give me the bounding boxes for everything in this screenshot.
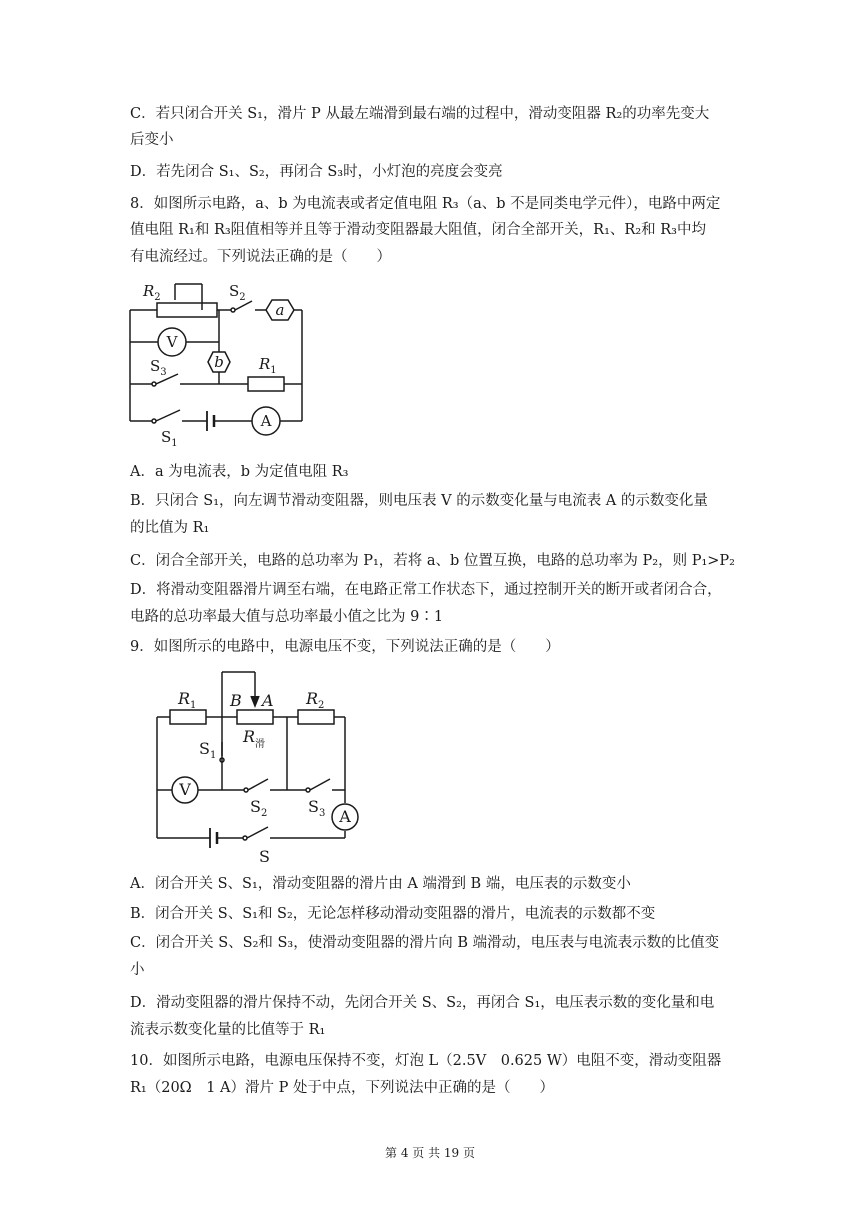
q9-option-a: A．闭合开关 S、S₁，滑动变阻器的滑片由 A 端滑到 B 端，电压表的示数变小 [130,876,631,892]
q9-label-r1: $R_1$ [178,689,197,711]
q9-option-d-line1: D．滑动变阻器的滑片保持不动，先闭合开关 S、S₂，再闭合 S₁，电压表示数的变化量和电 [130,995,715,1011]
q7-option-c-line1: C．若只闭合开关 S₁，滑片 P 从最左端滑到最右端的过程中，滑动变阻器 R₂的功率先变大 [130,106,710,122]
q9-label-s2: $S_2$ [250,797,268,819]
q9-voltmeter-v: V [179,780,191,799]
q9-stem: 9．如图所示的电路中，电源电压不变，下列说法正确的是（ ） [130,639,560,655]
q9-label-a-end: A [262,691,274,710]
q9-label-s1: $S_1$ [199,739,217,761]
q9-label-b-end: B [230,691,242,710]
q7-option-c-line2: 后变小 [130,132,174,148]
q8-option-b-line2: 的比值为 R₁ [130,520,210,536]
q7-option-d: D．若先闭合 S₁、S₂，再闭合 S₃时，小灯泡的亮度会变亮 [130,164,503,180]
q9-label-rslide: $R_滑$ [243,727,266,750]
q8-label-s3: $S_3$ [150,357,167,378]
q10-stem-line1: 10．如图所示电路，电源电压保持不变，灯泡 L（2.5V 0.625 W）电阻不变，滑动变阻器 [130,1053,722,1069]
q8-option-d-line2: 电路的总功率最大值与总功率最小值之比为 9∶1 [130,609,444,625]
page-footer: 第 4 页 共 19 页 [385,1146,475,1160]
q8-label-a: a [275,301,285,319]
q8-label-s1: $S_1$ [161,428,178,449]
q9-option-c-line1: C．闭合开关 S、S₂和 S₃，使滑动变阻器的滑片向 B 端滑动，电压表与电流表示数的比值变 [130,935,720,951]
q8-stem-line2: 值电阻 R₁和 R₃阻值相等并且等于滑动变阻器最大阻值，闭合全部开关，R₁、R₂和 R₃中均 [130,222,706,238]
q8-label-r2: $R_2$ [143,282,161,303]
q8-option-a: A．a 为电流表，b 为定值电阻 R₃ [130,464,349,480]
q9-label-s: S [259,847,270,866]
q8-option-d-line1: D．将滑动变阻器滑片调至右端，在电路正常工作状态下，通过控制开关的断开或者闭合合， [130,582,722,598]
q8-label-r1: $R_1$ [259,355,277,376]
q8-voltmeter-v: V [166,333,178,351]
q9-ammeter-a: A [339,807,351,826]
q8-label-s2: $S_2$ [229,282,246,303]
q8-stem-line1: 8．如图所示电路，a、b 为电流表或者定值电阻 R₃（a、b 不是同类电学元件），电路中两定 [130,196,721,212]
q8-option-c: C．闭合全部开关，电路的总功率为 P₁，若将 a、b 位置互换，电路的总功率为 P₂，则 P₁>P₂ [130,553,735,569]
q9-option-d-line2: 流表示数变化量的比值等于 R₁ [130,1022,326,1038]
q8-ammeter-a: A [260,412,272,430]
q9-option-c-line2: 小 [130,962,145,978]
q8-label-b: b [214,353,224,371]
q8-option-b-line1: B．只闭合 S₁，向左调节滑动变阻器，则电压表 V 的示数变化量与电流表 A 的示数变化量 [130,493,708,509]
q9-label-r2: $R_2$ [306,689,325,711]
q9-option-b: B．闭合开关 S、S₁和 S₂，无论怎样移动滑动变阻器的滑片，电流表的示数都不变 [130,906,656,922]
q10-stem-line2: R₁（20Ω 1 A）滑片 P 处于中点，下列说法中正确的是（ ） [130,1080,554,1096]
q8-stem-line3: 有电流经过。下列说法正确的是（ ） [130,249,391,265]
q9-label-s3: $S_3$ [308,797,326,819]
